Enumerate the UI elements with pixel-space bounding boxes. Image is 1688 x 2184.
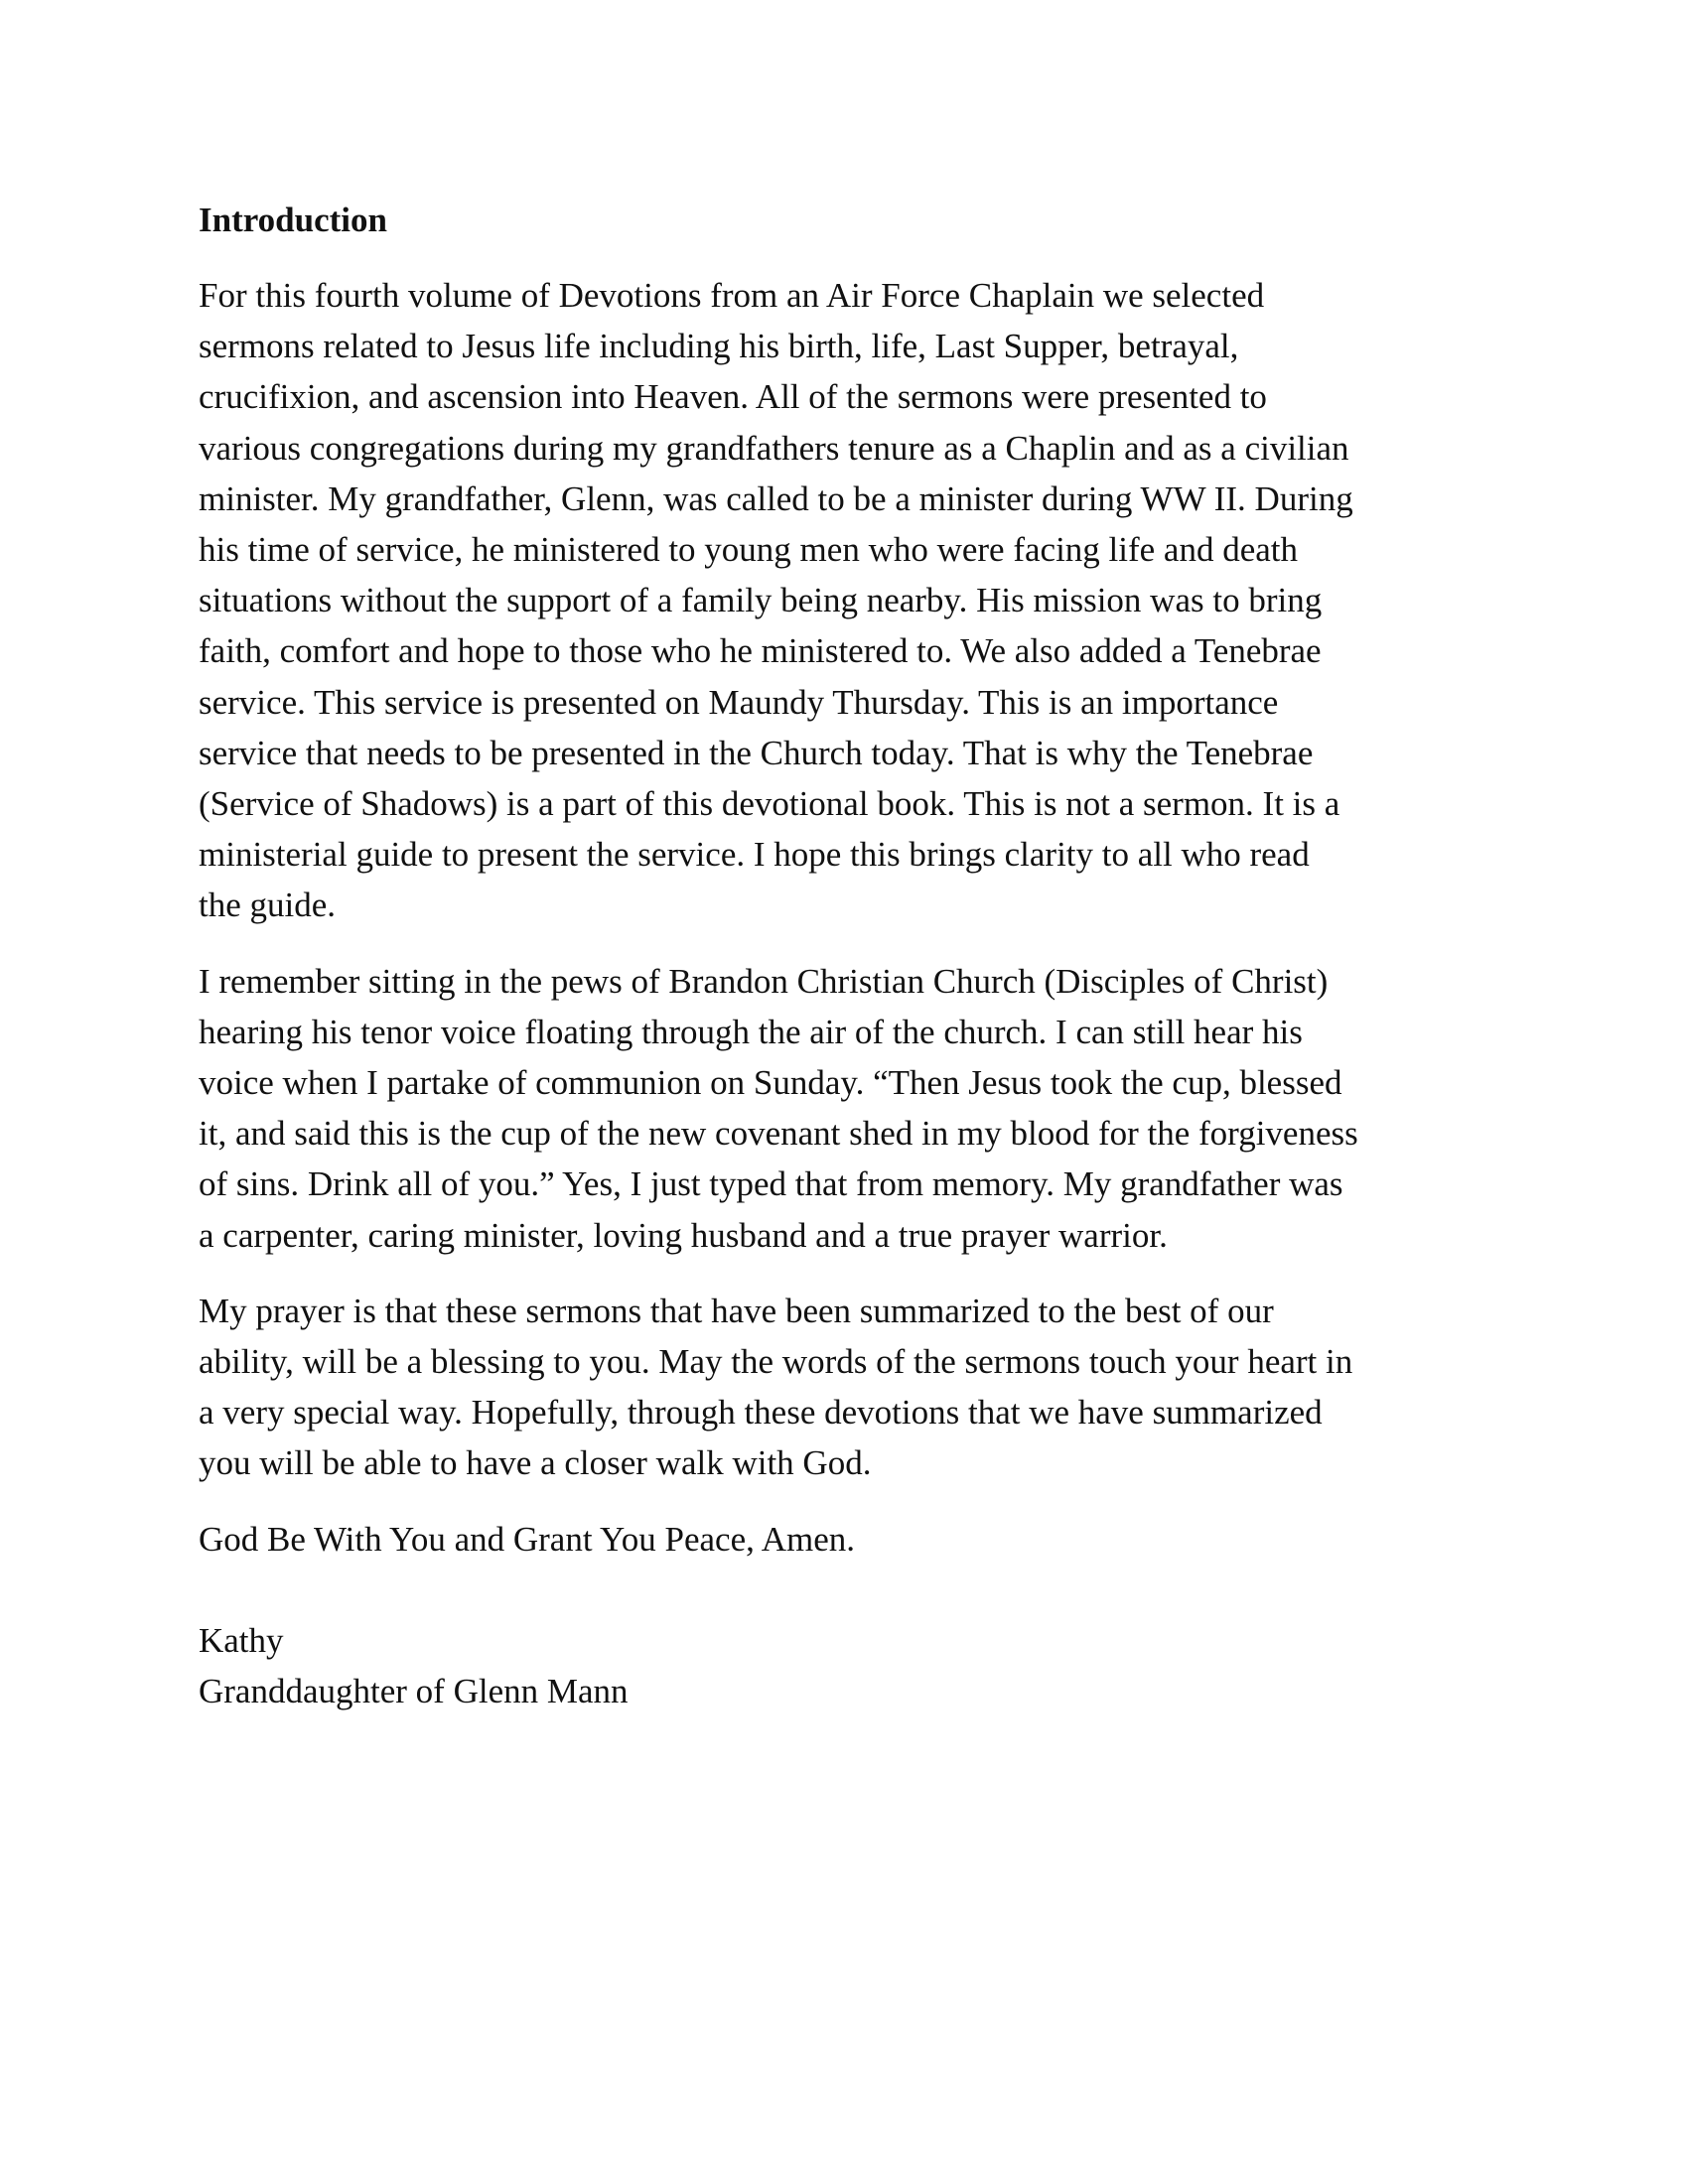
closing-blessing: God Be With You and Grant You Peace, Amen. — [199, 1519, 855, 1559]
text-line: of sins. Drink all of you.” Yes, I just typed that from memory. My grandfather was — [199, 1164, 1343, 1204]
text-line: various congregations during my grandfathers tenure as a Chaplin and as a civilian — [199, 428, 1349, 468]
page-title: Introduction — [199, 201, 387, 239]
paragraph-3 — [199, 1286, 1509, 1489]
text-line: his time of service, he ministered to young men who were facing life and death — [199, 530, 1299, 570]
text-line: a very special way. Hopefully, through these devotions that we have summarized — [199, 1393, 1323, 1433]
text-line: a carpenter, caring minister, loving husband and a true prayer warrior. — [199, 1215, 1168, 1255]
text-line: I remember sitting in the pews of Brandon Christian Church (Disciples of Christ) — [199, 961, 1329, 1001]
document-page — [199, 195, 1509, 1716]
text-line: service. This service is presented on Maundy Thursday. This is an importance — [199, 682, 1279, 722]
text-line: (Service of Shadows) is a part of this devotional book. This is not a sermon. It is a — [199, 784, 1340, 824]
paragraph-1 — [199, 270, 1509, 931]
text-line: ability, will be a blessing to you. May the words of the sermons touch your heart in — [199, 1342, 1353, 1382]
paragraph-2 — [199, 956, 1509, 1261]
text-line: My prayer is that these sermons that have been summarized to the best of our — [199, 1291, 1274, 1330]
text-line: the guide. — [199, 886, 337, 925]
text-line: crucifixion, and ascension into Heaven. All of the sermons were presented to — [199, 377, 1267, 417]
text-line: ministerial guide to present the service. I hope this brings clarity to all who read — [199, 835, 1310, 875]
signature-relation: Granddaughter of Glenn Mann — [199, 1672, 629, 1711]
text-line: voice when I partake of communion on Sunday. “Then Jesus took the cup, blessed — [199, 1063, 1342, 1103]
text-line: sermons related to Jesus life including his birth, life, Last Supper, betrayal, — [199, 327, 1239, 366]
text-line: service that needs to be presented in the Church today. That is why the Tenebrae — [199, 733, 1314, 772]
text-line: you will be able to have a closer walk with God. — [199, 1443, 872, 1483]
text-line: it, and said this is the cup of the new covenant shed in my blood for the forgiveness — [199, 1114, 1358, 1154]
signature-block — [199, 1615, 1509, 1716]
text-line: situations without the support of a family being nearby. His mission was to bring — [199, 581, 1323, 620]
text-line: faith, comfort and hope to those who he ministered to. We also added a Tenebrae — [199, 631, 1322, 671]
signature-name: Kathy — [199, 1620, 284, 1660]
text-line: For this fourth volume of Devotions from an Air Force Chaplain we selected — [199, 276, 1265, 315]
text-line: hearing his tenor voice floating through the air of the church. I can still hear his — [199, 1012, 1303, 1051]
text-line: minister. My grandfather, Glenn, was called to be a minister during WW II. During — [199, 478, 1353, 518]
